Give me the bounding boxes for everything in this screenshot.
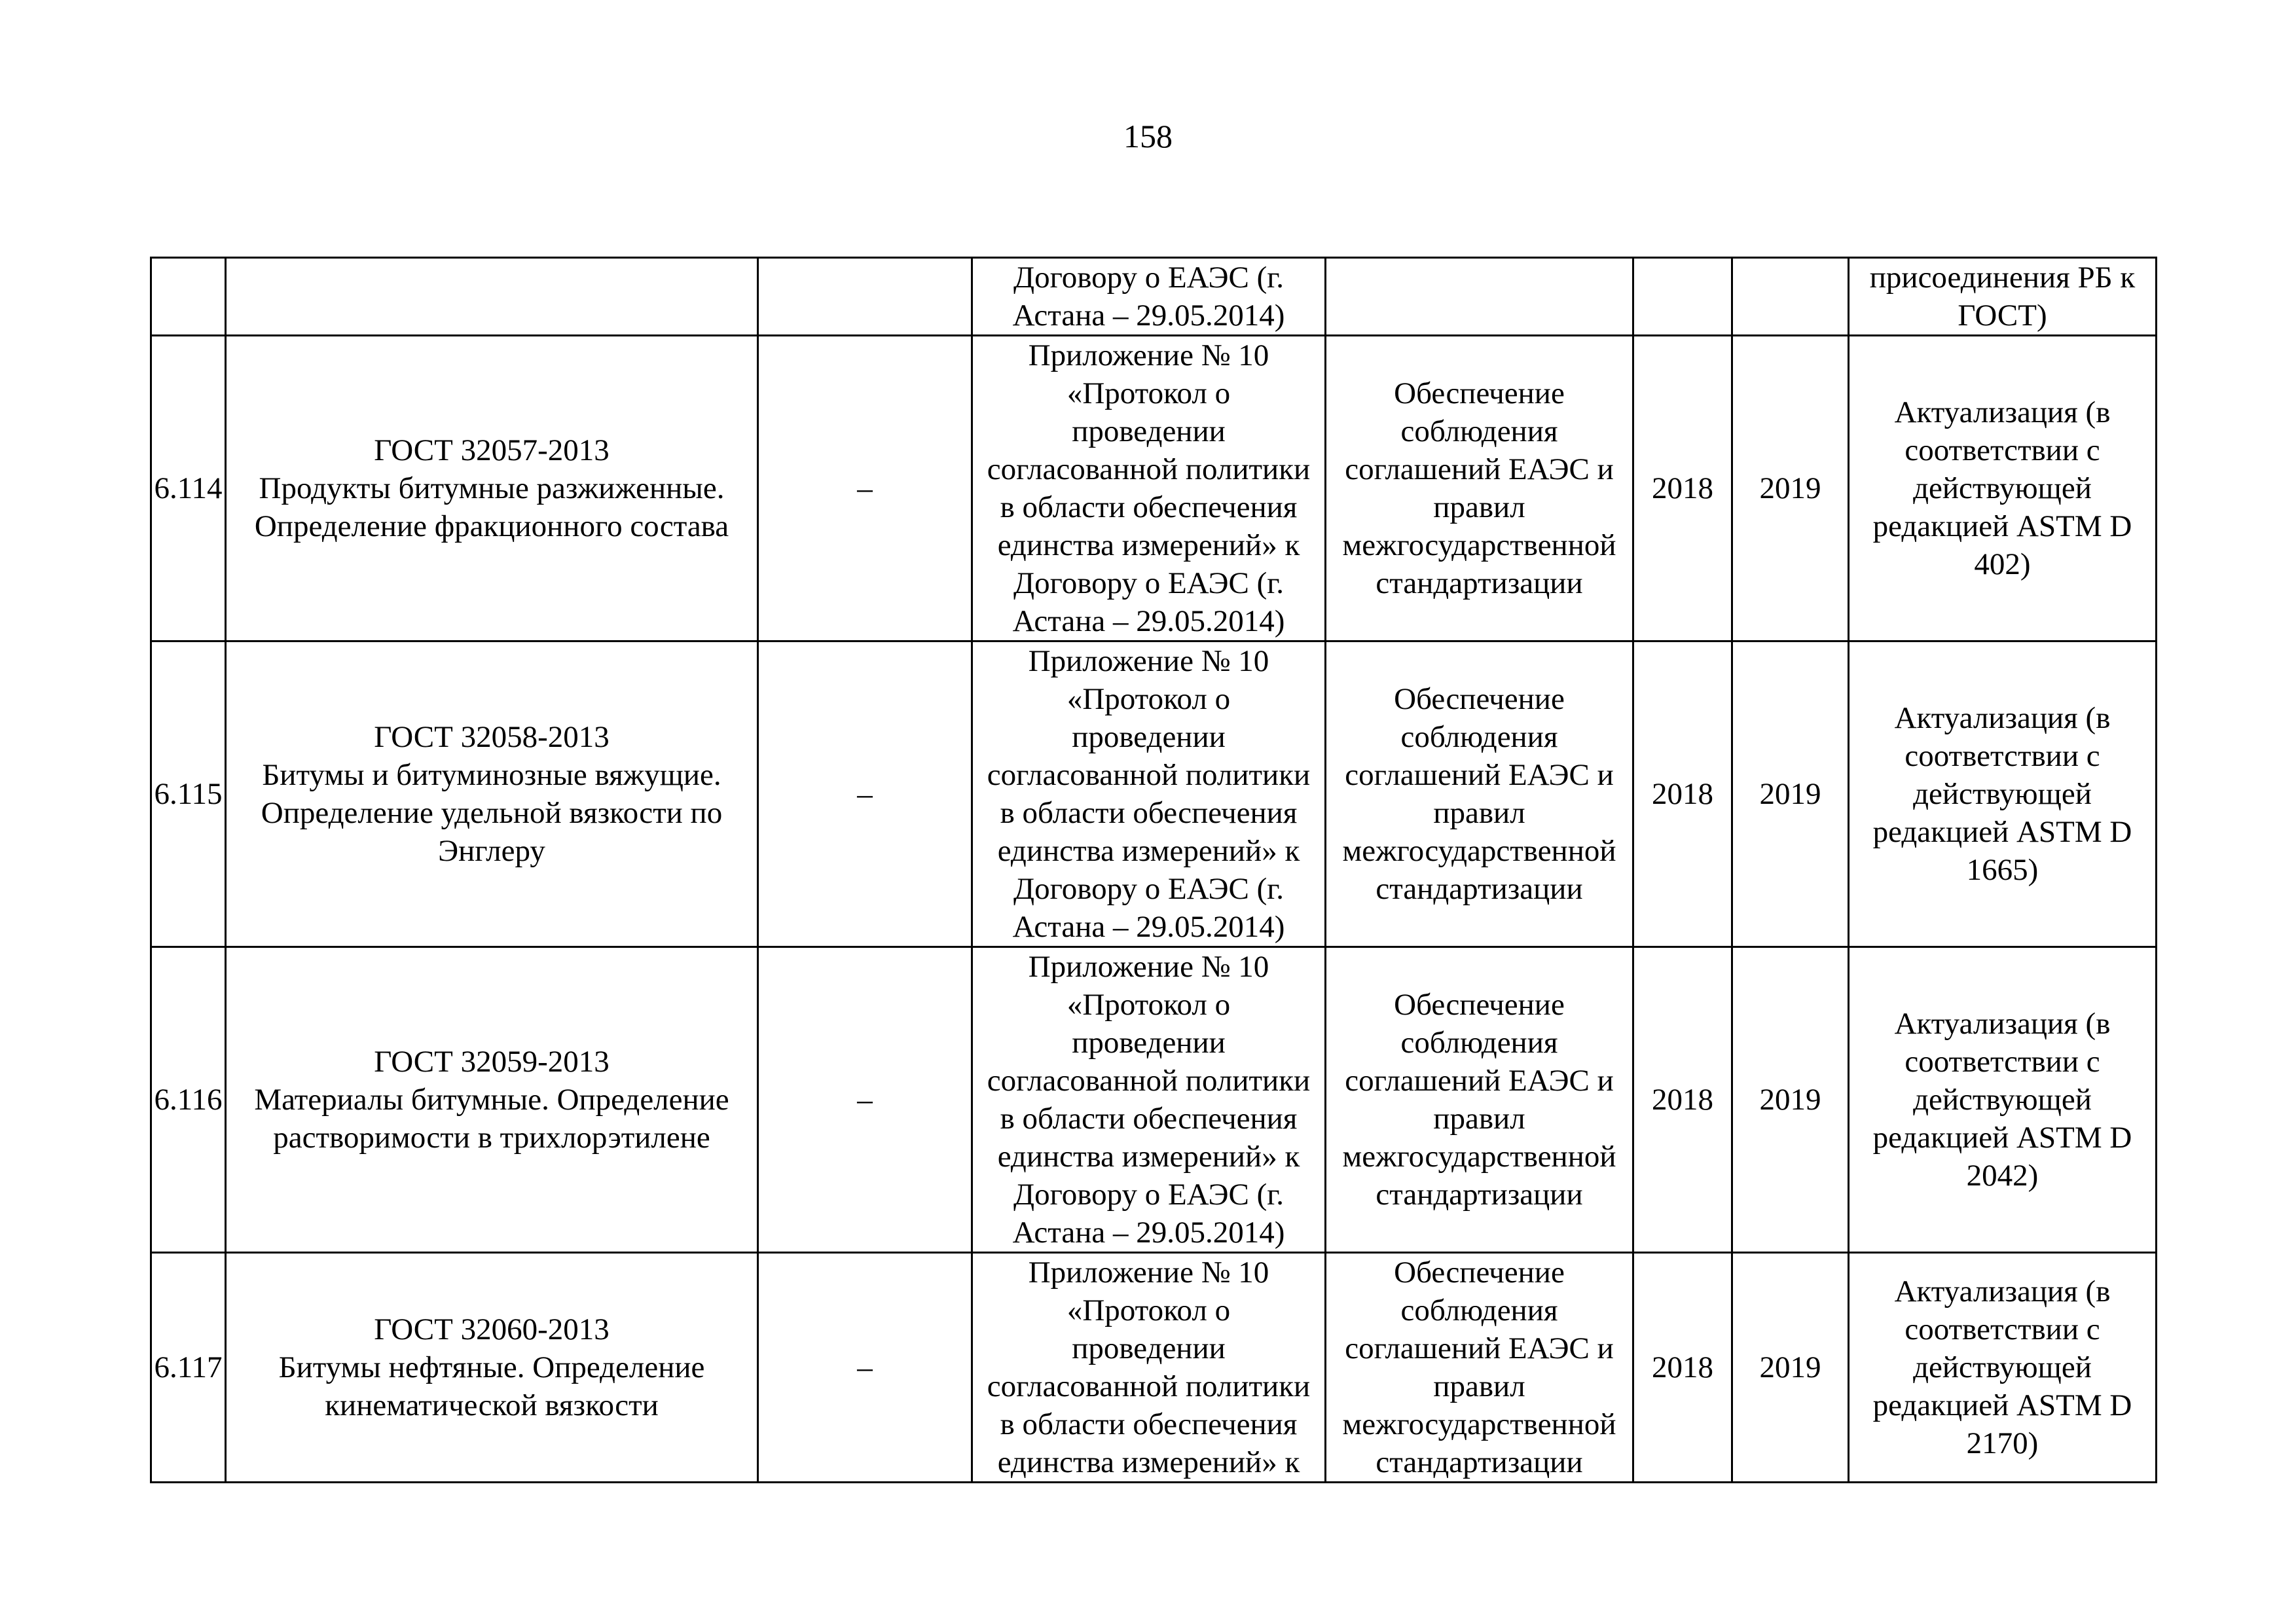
note-cell [1849,336,2157,641]
purpose-line: правил [1433,1102,1525,1136]
year-start-cell: 2018 [1633,336,1732,641]
note-line: редакцией ASTM D [1872,509,2132,543]
note-line: действующей [1913,777,2092,811]
agreement-cell [972,947,1326,1253]
title-line: растворимости в трихлорэтилене [273,1121,710,1155]
purpose-line: стандартизации [1376,872,1583,906]
agreement-line: Договору о ЕАЭС (г. [1013,566,1284,600]
agreement-line: Астана – 29.05.2014) [1012,604,1285,638]
agreement-line: «Протокол о [1066,988,1231,1022]
agreement-line: в области обеспечения [1000,1102,1298,1136]
purpose-line: соглашений ЕАЭС и [1345,452,1614,486]
purpose-line: правил [1433,1369,1525,1403]
note-line: действующей [1913,1083,2092,1117]
title-line: Определение удельной вязкости по [261,796,723,830]
purpose-cell [1326,641,1633,947]
year-end-cell: 2019 [1732,1253,1849,1483]
title-line: кинематической вязкости [325,1388,659,1422]
purpose-cell [1326,947,1633,1253]
cell-year-start [1633,258,1732,336]
standard-title [226,336,758,641]
cell-agreement [972,258,1326,336]
note-line: действующей [1913,1350,2092,1384]
agreement-cell [972,336,1326,641]
purpose-line: Обеспечение [1394,376,1565,410]
dash-cell: – [758,947,972,1253]
note-line: действующей [1913,471,2092,505]
purpose-line: межгосударственной [1342,834,1616,868]
agreement-line: единства измерений» к [997,834,1300,868]
title-line: ГОСТ 32058-2013 [374,720,610,754]
table-row [151,641,2157,947]
purpose-line: соглашений ЕАЭС и [1345,1064,1614,1098]
year-start-cell: 2018 [1633,1253,1732,1483]
purpose-line: межгосударственной [1342,1407,1616,1441]
table-row [151,947,2157,1253]
dash-cell: – [758,1253,972,1483]
title-line: Материалы битумные. Определение [254,1083,729,1117]
cell-note [1849,258,2157,336]
purpose-line: межгосударственной [1342,1140,1616,1174]
note-line: Актуализация (в [1894,701,2111,735]
year-end-cell: 2019 [1732,336,1849,641]
purpose-cell [1326,336,1633,641]
note-line: присоединения РБ к [1869,261,2136,295]
table-row [151,1253,2157,1483]
table-row [151,336,2157,641]
purpose-line: Обеспечение [1394,1255,1565,1290]
page-number: 158 [1123,118,1173,154]
row-number: 6.117 [151,1253,226,1483]
note-line: соответствии с [1904,1312,2100,1346]
note-line: 1665) [1966,853,2039,887]
purpose-line: соглашений ЕАЭС и [1345,1331,1614,1365]
agreement-line: Астана – 29.05.2014) [1012,910,1285,944]
note-line: соответствии с [1904,433,2100,467]
agreement-line: Астана – 29.05.2014) [1012,298,1285,333]
purpose-line: стандартизации [1376,566,1583,600]
agreement-cell [972,1253,1326,1483]
purpose-line: соглашений ЕАЭС и [1345,758,1614,792]
cell-title [226,258,758,336]
purpose-line: Обеспечение [1394,988,1565,1022]
purpose-line: соблюдения [1400,1026,1558,1060]
cell-dash [758,258,972,336]
title-line: Продукты битумные разжиженные. [259,471,725,505]
agreement-line: проведении [1072,414,1226,448]
standard-title [226,1253,758,1483]
title-line: ГОСТ 32059-2013 [374,1045,610,1079]
purpose-line: межгосударственной [1342,528,1616,562]
note-line: Актуализация (в [1894,1274,2111,1308]
standard-title [226,947,758,1253]
agreement-line: согласованной политики [987,758,1311,792]
agreement-line: единства измерений» к [997,1445,1300,1479]
cell-num [151,258,226,336]
purpose-line: соблюдения [1400,720,1558,754]
continuation-row [151,258,2157,336]
purpose-line: Обеспечение [1394,682,1565,716]
standard-title [226,641,758,947]
agreement-line: согласованной политики [987,452,1311,486]
note-line: 402) [1974,547,2031,581]
year-end-cell: 2019 [1732,947,1849,1253]
agreement-line: Приложение № 10 [1028,1255,1269,1290]
agreement-line: единства измерений» к [997,528,1300,562]
row-number: 6.116 [151,947,226,1253]
agreement-line: проведении [1072,1331,1226,1365]
purpose-line: стандартизации [1376,1178,1583,1212]
agreement-line: в области обеспечения [1000,1407,1298,1441]
note-line: Актуализация (в [1894,395,2111,429]
year-start-cell: 2018 [1633,947,1732,1253]
year-end-cell: 2019 [1732,641,1849,947]
note-line: соответствии с [1904,739,2100,773]
year-start-cell: 2018 [1633,641,1732,947]
purpose-line: стандартизации [1376,1445,1583,1479]
agreement-line: в области обеспечения [1000,796,1298,830]
agreement-line: Договору о ЕАЭС (г. [1013,261,1284,295]
note-line: редакцией ASTM D [1872,1121,2132,1155]
note-line: ГОСТ) [1958,298,2047,333]
agreement-line: единства измерений» к [997,1140,1300,1174]
note-line: 2042) [1966,1159,2039,1193]
dash-cell: – [758,641,972,947]
note-line: соответствии с [1904,1045,2100,1079]
agreement-line: в области обеспечения [1000,490,1298,524]
purpose-line: соблюдения [1400,1293,1558,1327]
purpose-line: соблюдения [1400,414,1558,448]
agreement-line: Приложение № 10 [1028,644,1269,678]
agreement-line: согласованной политики [987,1369,1311,1403]
row-number: 6.115 [151,641,226,947]
title-line: Битумы нефтяные. Определение [278,1350,705,1384]
cell-year-end [1732,258,1849,336]
note-line: Актуализация (в [1894,1007,2111,1041]
note-cell [1849,947,2157,1253]
note-cell [1849,1253,2157,1483]
dash-cell: – [758,336,972,641]
agreement-line: «Протокол о [1066,376,1231,410]
title-line: Битумы и битуминозные вяжущие. [262,758,721,792]
purpose-cell [1326,1253,1633,1483]
title-line: Определение фракционного состава [254,509,729,543]
agreement-line: проведении [1072,1026,1226,1060]
agreement-line: «Протокол о [1066,1293,1231,1327]
purpose-line: правил [1433,490,1525,524]
agreement-cell [972,641,1326,947]
agreement-line: Астана – 29.05.2014) [1012,1216,1285,1250]
title-line: ГОСТ 32057-2013 [374,433,610,467]
agreement-line: согласованной политики [987,1064,1311,1098]
title-line: Энглеру [438,834,545,868]
row-number: 6.114 [151,336,226,641]
agreement-line: Договору о ЕАЭС (г. [1013,1178,1284,1212]
agreement-line: Договору о ЕАЭС (г. [1013,872,1284,906]
agreement-line: «Протокол о [1066,682,1231,716]
standards-table [150,257,2157,1483]
note-cell [1849,641,2157,947]
purpose-line: правил [1433,796,1525,830]
agreement-line: Приложение № 10 [1028,338,1269,372]
note-line: 2170) [1966,1426,2039,1460]
title-line: ГОСТ 32060-2013 [374,1312,610,1346]
agreement-line: проведении [1072,720,1226,754]
agreement-line: Приложение № 10 [1028,950,1269,984]
cell-purpose [1326,258,1633,336]
note-line: редакцией ASTM D [1872,815,2132,849]
note-line: редакцией ASTM D [1872,1388,2132,1422]
